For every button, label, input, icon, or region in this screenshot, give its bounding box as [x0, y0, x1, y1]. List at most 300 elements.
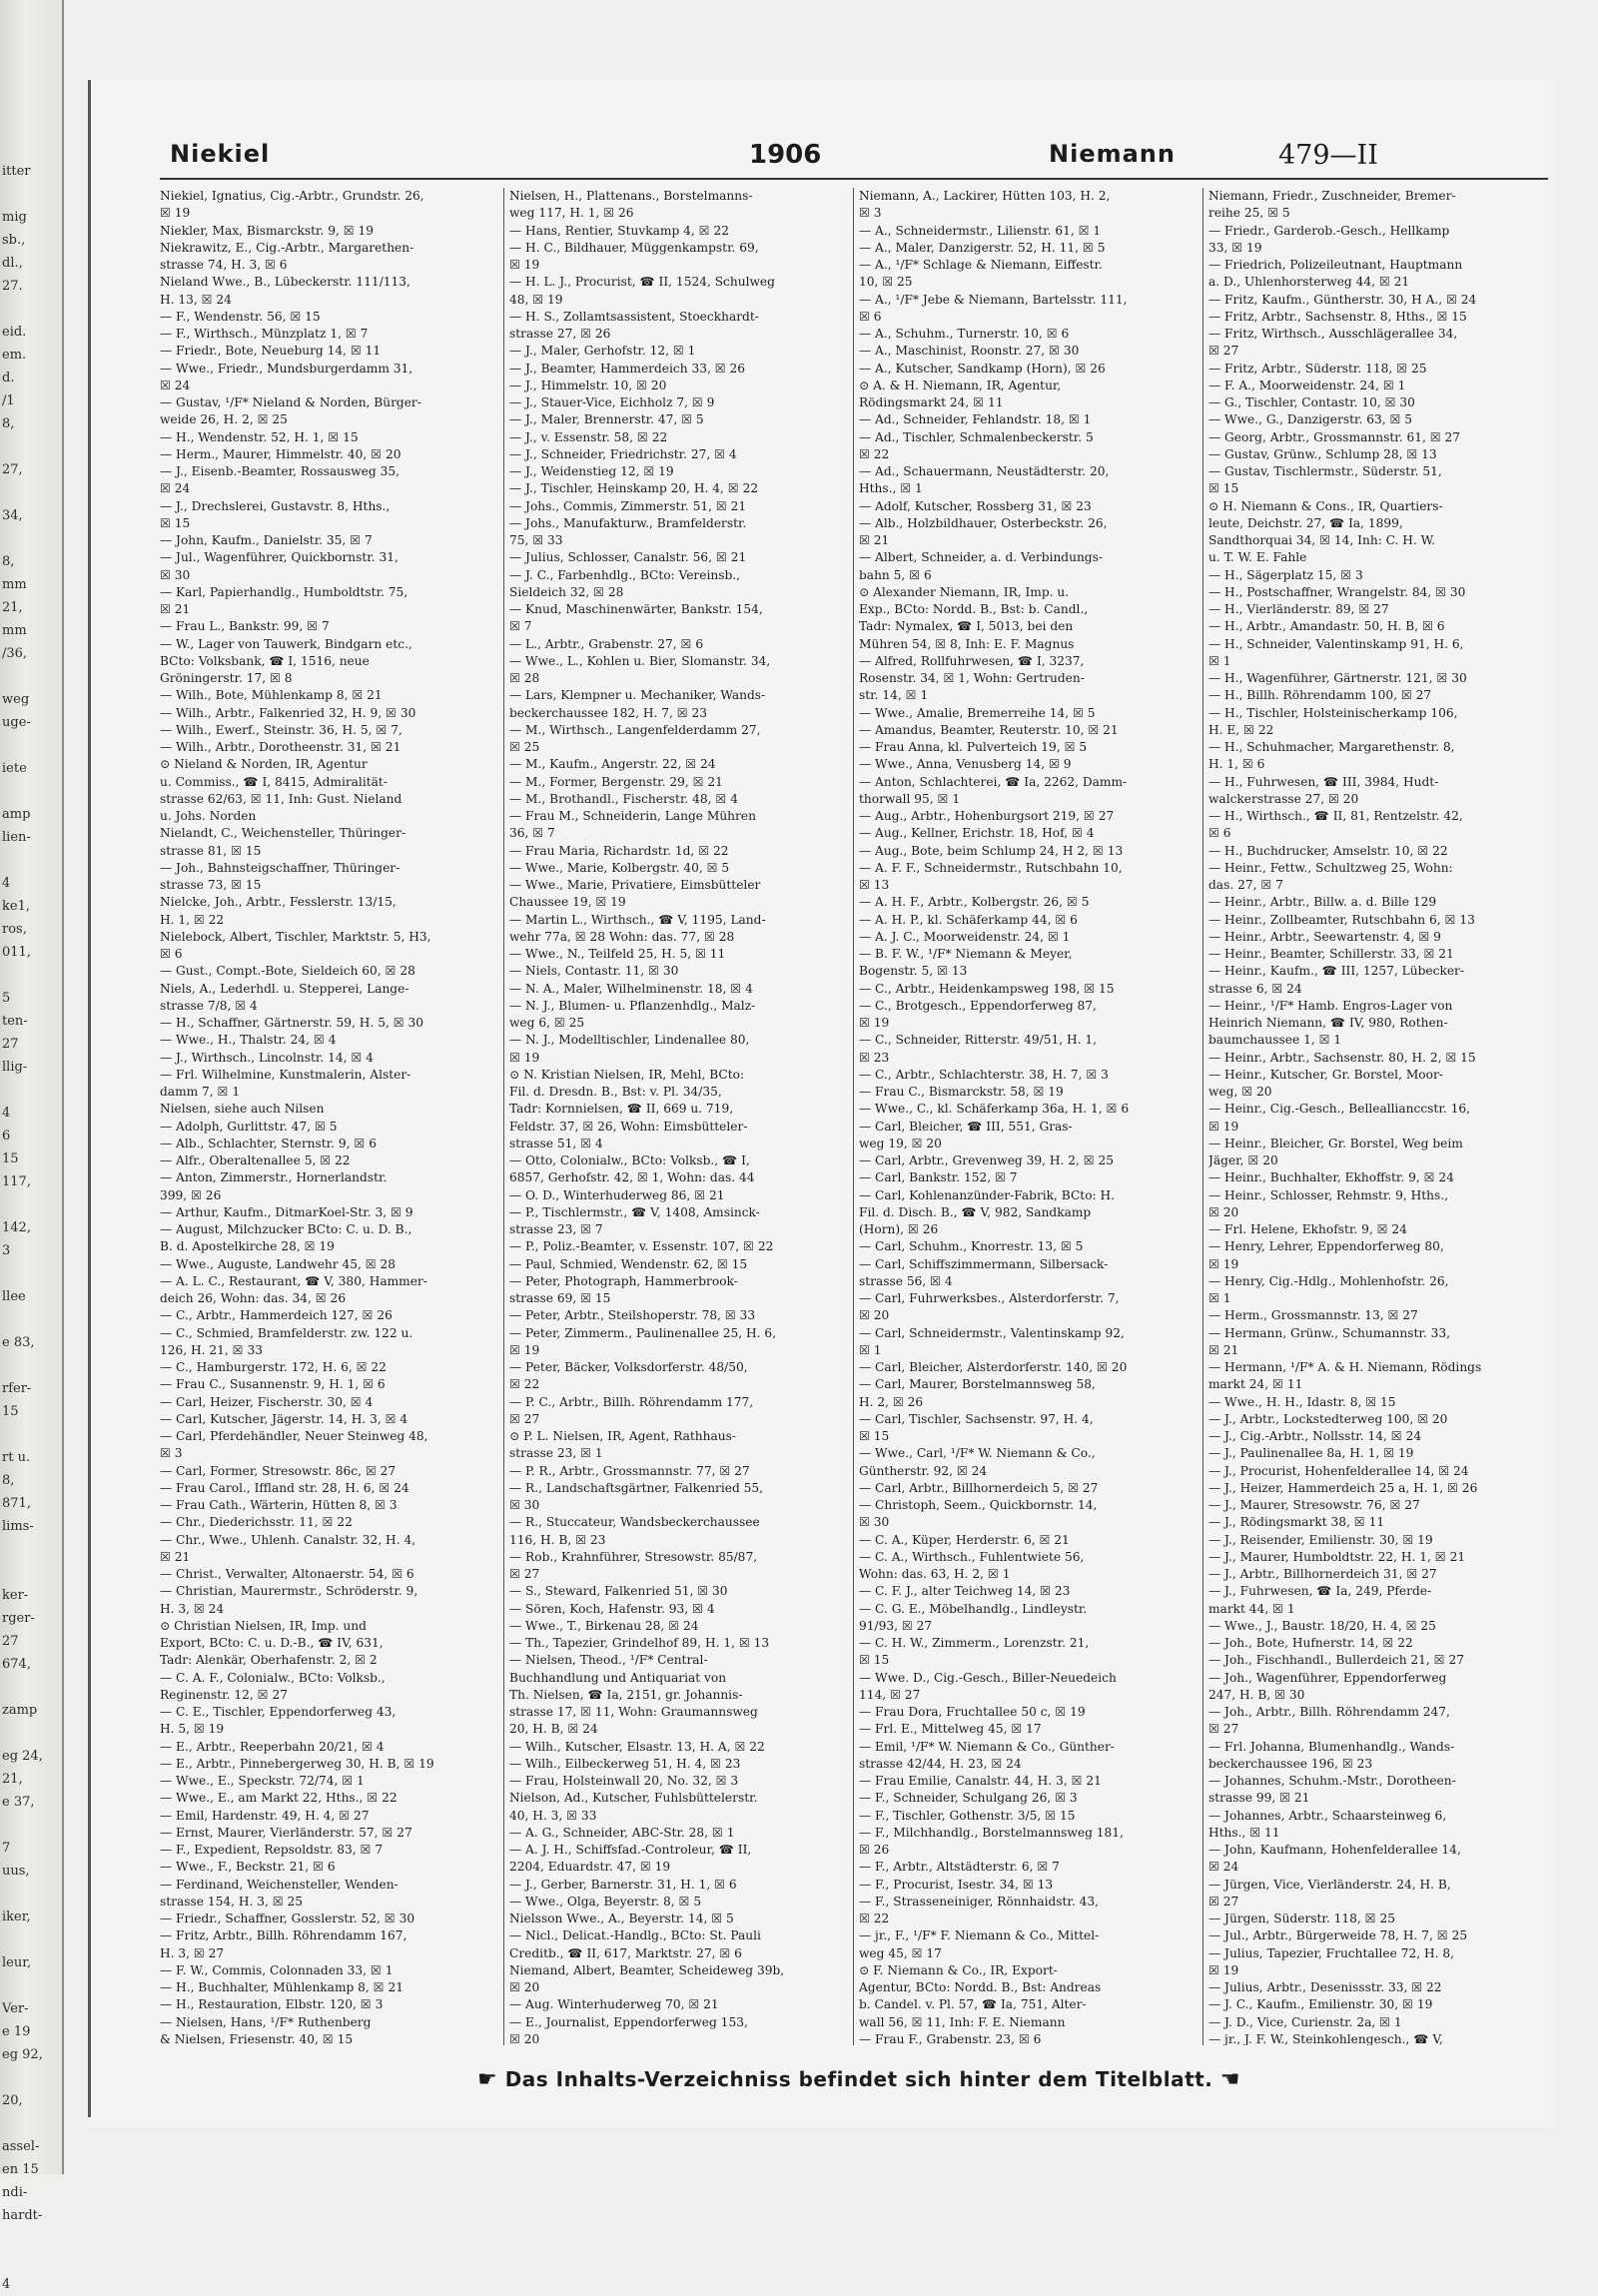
directory-entry-line: — H., Schneider, Valentinskamp 91, H. 6,	[1208, 636, 1464, 651]
directory-entry-line: — H., Schaffner, Gärtnerstr. 59, H. 5, ☒ 30	[160, 1016, 423, 1030]
directory-entry-line: — H., Wagenführer, Gärtnerstr. 121, ☒ 30	[1208, 671, 1467, 685]
previous-page-fragment: lien-	[2, 830, 31, 845]
directory-entry-line: — Gustav, Tischlermstr., Süderstr. 51,	[1208, 464, 1442, 478]
directory-entry-line: 114, ☒ 27	[859, 1687, 921, 1702]
directory-entry-line: — Chr., Wwe., Uhlenh. Canalstr. 32, H. 4,	[160, 1532, 416, 1547]
previous-page-fragment: llig-	[2, 1060, 28, 1075]
directory-entry-line: — H., Buchhalter, Mühlenkamp 8, ☒ 21	[160, 1980, 403, 1994]
directory-entry-line: — Carl, Kohlenanzünder-Fabrik, BCto: H.	[859, 1187, 1116, 1202]
directory-entry-line: 399, ☒ 26	[160, 1187, 222, 1202]
directory-entry-line: — Carl, Bleicher, Alsterdorferstr. 140, ☒ 20	[859, 1360, 1128, 1374]
directory-entry-line: — Carl, Heizer, Fischerstr. 30, ☒ 4	[160, 1394, 374, 1409]
directory-entry-line: — A. J. C., Moorweidenstr. 24, ☒ 1	[859, 929, 1071, 944]
previous-page-fragment: 5	[2, 991, 11, 1006]
directory-entry-line: — Heinr., Arbtr., Seewartenstr. 4, ☒ 9	[1208, 929, 1441, 944]
directory-entry-line: u. T. W. E. Fahle	[1208, 550, 1307, 565]
directory-entry-line: — Carl, Pferdehändler, Neuer Steinweg 48,	[160, 1429, 428, 1443]
directory-entry-line: ☒ 19	[1208, 1119, 1239, 1134]
directory-entry-line: — Wilh., Arbtr., Dorotheenstr. 31, ☒ 21	[160, 740, 401, 754]
previous-page-fragment	[2, 964, 58, 987]
directory-entry-line: — J., Schneider, Friedrichstr. 27, ☒ 4	[509, 446, 737, 461]
directory-entry-line: — Wwe., H. H., Idastr. 8, ☒ 15	[1208, 1394, 1396, 1409]
directory-entry-line: Fil. d. Dresdn. B., Bst: v. Pl. 34/35,	[509, 1085, 722, 1099]
directory-entry-line: ☒ 15	[160, 515, 191, 530]
directory-entry-line: 40, H. 3, ☒ 33	[509, 1808, 597, 1823]
directory-entry-line: — Georg, Arbtr., Grossmannstr. 61, ☒ 27	[1208, 429, 1461, 444]
directory-entry-line: — Hermann, Grünw., Schumannstr. 33,	[1208, 1325, 1451, 1340]
directory-entry-line: — Aug., Bote, beim Schlump 24, H 2, ☒ 13	[859, 843, 1124, 858]
directory-entry-line: — J., Tischler, Heinskamp 20, H. 4, ☒ 22	[509, 481, 759, 496]
previous-page-fragment: uge-	[2, 715, 31, 730]
header-year: 1906	[749, 140, 822, 170]
directory-entry-line: Exp., BCto: Nordd. B., Bst: b. Candl.,	[859, 602, 1089, 616]
directory-entry-line: — Wwe., Friedr., Mundsburgerdamm 31,	[160, 361, 413, 376]
directory-entry-line: — Christ., Verwalter, Altonaerstr. 54, ☒ 6	[160, 1567, 414, 1581]
previous-page-fragment: 21,	[2, 600, 23, 615]
directory-entry-line: strasse 6, ☒ 24	[1208, 981, 1302, 996]
directory-entry-line: — Wilh., Arbtr., Falkenried 32, H. 9, ☒ 30	[160, 705, 416, 720]
directory-entry-line: ☒ 30	[160, 567, 191, 582]
previous-page-fragment: /1	[2, 393, 15, 408]
directory-entry-line: ☒ 22	[859, 1912, 890, 1925]
directory-entry-line: Buchhandlung und Antiquariat von	[509, 1670, 727, 1685]
previous-page-fragment: 8,	[2, 1473, 15, 1488]
directory-entry-line: — Heinr., Beamter, Schillerstr. 33, ☒ 21	[1208, 947, 1454, 961]
directory-entry-line: — P. C., Arbtr., Billh. Röhrendamm 177,	[509, 1394, 754, 1409]
directory-entry-line: — F., Tischler, Gothenstr. 3/5, ☒ 15	[859, 1808, 1076, 1823]
directory-entry-line: strasse 73, ☒ 15	[160, 878, 262, 892]
directory-entry-line: — Carl, Fuhrwerksbes., Alsterdorferstr. 7,	[859, 1291, 1120, 1305]
previous-page-fragment: Ver-	[2, 2001, 29, 2016]
previous-page-fragment: 20,	[2, 2093, 23, 2108]
column-3	[859, 188, 1197, 2045]
directory-entry-line: — Aug., Kellner, Erichstr. 18, Hof, ☒ 4	[859, 826, 1095, 841]
directory-entry-line: — A., Kutscher, Sandkamp (Horn), ☒ 26	[859, 361, 1106, 376]
directory-entry-line: — Wwe., F., Beckstr. 21, ☒ 6	[160, 1860, 336, 1875]
directory-entry-line: H. 3, ☒ 24	[160, 1601, 225, 1616]
directory-entry-line: Rödingsmarkt 24, ☒ 11	[859, 395, 1004, 409]
directory-entry-line: — Rob., Krahnführer, Stresowstr. 85/87,	[509, 1549, 758, 1564]
directory-entry-line: — Henry, Lehrer, Eppendorferweg 80,	[1208, 1239, 1444, 1254]
column-2	[509, 188, 847, 2045]
directory-entry-line: — Heinr., Arbtr., Sachsenstr. 80, H. 2, ☒ 15	[1208, 1050, 1476, 1065]
directory-entry-line: ☒ 24	[1208, 1860, 1239, 1875]
directory-entry-line: 20, H. B, ☒ 24	[509, 1722, 598, 1737]
directory-entry-line: 116, H. B, ☒ 23	[509, 1532, 606, 1547]
directory-entry-line: ☒ 27	[1208, 344, 1239, 359]
directory-entry-line: — Paul, Schmied, Wendenstr. 62, ☒ 15	[509, 1256, 748, 1271]
directory-entry-line: Niemann, Friedr., Zuschneider, Bremer-	[1208, 189, 1456, 203]
column-1	[160, 188, 497, 2045]
directory-entry-line: str. 14, ☒ 1	[859, 688, 929, 703]
directory-entry-line: — F., Strasseneiniger, Rönnhaidstr. 43,	[859, 1894, 1100, 1909]
directory-entry-line: — J., Maler, Gerhofstr. 12, ☒ 1	[509, 344, 696, 359]
previous-page-fragment: eg 92,	[2, 2047, 43, 2062]
directory-entry-line: — jr., F., ¹/F* F. Niemann & Co., Mittel-	[859, 1928, 1100, 1943]
previous-page-fragment: 34,	[2, 508, 23, 523]
directory-entry-line: Hths., ☒ 1	[859, 481, 923, 496]
directory-entry-line: Niekler, Max, Bismarckstr. 9, ☒ 19	[160, 223, 375, 238]
directory-entry-line: — John, Kaufm., Danielstr. 35, ☒ 7	[160, 533, 373, 547]
footer-notice	[419, 2067, 1298, 2092]
directory-entry-line: weg 117, H. 1, ☒ 26	[509, 206, 634, 221]
directory-entry-line: ☒ 24	[160, 378, 191, 392]
previous-page-fragment: mm	[2, 577, 27, 592]
previous-page-fragment	[2, 298, 58, 321]
directory-entry-line: — F., Milchhandlg., Borstelmannsweg 181,	[859, 1825, 1124, 1840]
previous-page-fragment: eid.	[2, 325, 27, 340]
directory-entry-line: — W., Lager von Tauwerk, Bindgarn etc.,	[160, 636, 412, 651]
previous-page-fragment: weg	[2, 692, 30, 707]
directory-entry-line: — Heinr., Zollbeamter, Rutschbahn 6, ☒ 13	[1208, 912, 1475, 927]
directory-entry-line: — Wwe., Anna, Venusberg 14, ☒ 9	[859, 757, 1072, 772]
directory-entry-line: — C., Arbtr., Hammerdeich 127, ☒ 26	[160, 1308, 393, 1323]
directory-entry-line: ☒ 27	[1208, 1722, 1239, 1737]
directory-entry-line: reihe 25, ☒ 5	[1208, 206, 1290, 221]
directory-entry-line: — C. E., Tischler, Eppendorferweg 43,	[160, 1705, 397, 1719]
directory-entry-line: — C., Arbtr., Schlachterstr. 38, H. 7, ☒ 3	[859, 1067, 1109, 1082]
previous-page-fragment: 7	[2, 1841, 11, 1856]
previous-page-fragment: llee	[2, 1289, 26, 1304]
directory-entry-line: — Frl. Johanna, Blumenhandlg., Wands-	[1208, 1739, 1455, 1754]
previous-page-fragment: ros,	[2, 922, 27, 937]
directory-entry-line: — Heinr., Fettw., Schultzweg 25, Wohn:	[1208, 860, 1453, 875]
directory-entry-line: — C. H. W., Zimmerm., Lorenzstr. 21,	[859, 1636, 1090, 1650]
directory-entry-line: — Anton, Schlachterei, ☎ Ia, 2262, Damm-	[859, 774, 1128, 789]
column-divider	[1202, 188, 1203, 2045]
directory-entry-line: — Frl. E., Mittelweg 45, ☒ 17	[859, 1722, 1042, 1737]
previous-page-fragment: mm	[2, 623, 27, 638]
directory-entry-line: — O. D., Winterhuderweg 86, ☒ 21	[509, 1187, 725, 1202]
directory-entry-line: — Heinr., ¹/F* Hamb. Engros-Lager von	[1208, 998, 1453, 1013]
directory-entry-line: — Lars, Klempner u. Mechaniker, Wands-	[509, 688, 766, 703]
directory-entry-line: ☒ 6	[1208, 826, 1231, 841]
directory-entry-line: — Frau Dora, Fruchtallee 50 c, ☒ 19	[859, 1705, 1086, 1719]
directory-entry-line: ☒ 15	[859, 1653, 890, 1668]
directory-entry-line: u. Johs. Norden	[160, 809, 257, 823]
directory-entry-line: — A. H. P., kl. Schäferkamp 44, ☒ 6	[859, 912, 1078, 927]
directory-entry-line: — Johannes, Schuhm.-Mstr., Dorotheen-	[1208, 1774, 1456, 1788]
previous-page-fragment: assel-	[2, 2139, 40, 2154]
directory-entry-line: — Alb., Schlachter, Sternstr. 9, ☒ 6	[160, 1136, 377, 1150]
directory-entry-line: 10, ☒ 25	[859, 275, 913, 290]
directory-entry-line: — P. R., Arbtr., Grossmannstr. 77, ☒ 27	[509, 1463, 750, 1478]
directory-entry-line: — Nicl., Delicat.-Handlg., BCto: St. Pauli	[509, 1928, 761, 1943]
directory-entry-line: — F. A., Moorweidenstr. 24, ☒ 1	[1208, 378, 1406, 392]
directory-entry-line: baumchaussee 1, ☒ 1	[1208, 1033, 1342, 1048]
directory-entry-line: strasse 23, ☒ 1	[509, 1446, 603, 1461]
directory-entry-line: — Wwe., G., Danzigerstr. 63, ☒ 5	[1208, 412, 1413, 427]
directory-entry-line: ☒ 1	[1208, 653, 1231, 668]
directory-entry-line: — J., Drechslerei, Gustavstr. 8, Hths.,	[160, 498, 391, 513]
directory-entry-line: strasse 7/8, ☒ 4	[160, 998, 258, 1013]
previous-page-fragment	[2, 1538, 58, 1561]
directory-entry-line: H. 5, ☒ 19	[160, 1722, 225, 1737]
directory-entry-line: Tadr: Alenkär, Oberhafenstr. 2, ☒ 2	[160, 1653, 378, 1668]
directory-entry-line: — A., ¹/F* Jebe & Niemann, Bartelsstr. 111,	[859, 292, 1128, 307]
directory-entry-line: ☒ 1	[1208, 1291, 1231, 1305]
directory-entry-line: — Ad., Schneider, Fehlandstr. 18, ☒ 1	[859, 412, 1092, 427]
directory-entry-line: — Aug. Winterhuderweg 70, ☒ 21	[509, 1997, 719, 2012]
directory-entry-line: — Peter, Bäcker, Volksdorferstr. 48/50,	[509, 1360, 748, 1374]
directory-entry-line: — Carl, Former, Stresowstr. 86c, ☒ 27	[160, 1463, 397, 1478]
directory-entry-line: — Nielsen, Theod., ¹/F* Central-	[509, 1653, 708, 1668]
directory-entry-line: — Joh., Fischhandl., Bullerdeich 21, ☒ 27	[1208, 1653, 1464, 1668]
directory-entry-line: Tadr: Kornnielsen, ☎ II, 669 u. 719,	[509, 1102, 734, 1117]
previous-page-fragment: eg 24,	[2, 1749, 43, 1764]
directory-entry-line: ⊙ Alexander Niemann, IR, Imp. u.	[859, 584, 1070, 599]
directory-entry-line: — Carl, Schiffszimmermann, Silbersack-	[859, 1256, 1109, 1271]
directory-entry-line: — Carl, Maurer, Borstelmannsweg 58,	[859, 1377, 1096, 1392]
previous-page-fragment: en 15	[2, 2162, 39, 2177]
previous-page-fragment: amp	[2, 807, 31, 822]
directory-entry-line: — Frau F., Grabenstr. 23, ☒ 6	[859, 2031, 1042, 2045]
directory-entry-line: — Johs., Manufakturw., Bramfelderstr.	[509, 515, 747, 530]
directory-entry-line: — Niels, Contastr. 11, ☒ 30	[509, 964, 679, 979]
directory-entry-line: — N. J., Modelltischler, Lindenallee 80,	[509, 1033, 750, 1048]
directory-entry-line: Wohn: das. 63, H. 2, ☒ 1	[859, 1567, 1011, 1581]
directory-entry-line: Gröningerstr. 17, ☒ 8	[160, 671, 293, 685]
directory-entry-line: — Knud, Maschinenwärter, Bankstr. 154,	[509, 602, 763, 616]
directory-entry-line: — F., Schneider, Schulgang 26, ☒ 3	[859, 1791, 1078, 1806]
directory-entry-line: — Wwe., C., kl. Schäferkamp 36a, H. 1, ☒ 6	[859, 1102, 1130, 1117]
directory-entry-line: Nielsen, H., Plattenans., Borstelmanns-	[509, 189, 753, 203]
directory-entry-line: — Wwe. D., Cig.-Gesch., Biller-Neuedeich	[859, 1670, 1117, 1685]
pointing-hand-right-icon: ☚	[1219, 2067, 1240, 2092]
directory-entry-line: — C. G. E., Möbelhandlg., Lindleystr.	[859, 1601, 1088, 1616]
directory-entry-line: bahn 5, ☒ 6	[859, 567, 932, 582]
previous-page-fragment	[2, 435, 58, 458]
previous-page-fragment: lims-	[2, 1519, 34, 1534]
directory-entry-line: strasse 17, ☒ 11, Wohn: Graumannsweg	[509, 1705, 758, 1719]
directory-entry-line: ☒ 23	[859, 1050, 890, 1065]
directory-entry-line: — Wwe., E., am Markt 22, Hths., ☒ 22	[160, 1791, 398, 1806]
directory-entry-line: 6857, Gerhofstr. 42, ☒ 1, Wohn: das. 44	[509, 1170, 755, 1185]
directory-entry-line: strasse 69, ☒ 15	[509, 1291, 611, 1305]
directory-entry-line: strasse 51, ☒ 4	[509, 1136, 603, 1150]
directory-entry-line: Nielcke, Joh., Arbtr., Fesslerstr. 13/15,	[160, 895, 397, 910]
directory-entry-line: ☒ 13	[859, 878, 890, 892]
previous-page-fragment: 4	[2, 876, 11, 891]
directory-entry-line: — Albert, Schneider, a. d. Verbindungs-	[859, 550, 1103, 565]
directory-entry-line: walckerstrasse 27, ☒ 20	[1208, 791, 1359, 806]
directory-entry-line: — Emil, Hardenstr. 49, H. 4, ☒ 27	[160, 1808, 370, 1823]
directory-entry-line: — Fritz, Arbtr., Sachsenstr. 8, Hths., ☒ 15	[1208, 309, 1467, 324]
directory-entry-line: Nielsen, siehe auch Nilsen	[160, 1102, 325, 1117]
directory-entry-line: — Fritz, Arbtr., Billh. Röhrendamm 167,	[160, 1928, 407, 1943]
previous-page-fragment: 15	[2, 1404, 19, 1419]
directory-entry-line: — Nielsen, Hans, ¹/F* Ruthenberg	[160, 2014, 372, 2029]
directory-entry-line: — H. L. J., Procurist, ☎ II, 1524, Schulweg	[509, 275, 775, 290]
directory-entry-line: — Alfred, Rollfuhrwesen, ☎ I, 3237,	[859, 653, 1085, 668]
directory-entry-line: — Jul., Arbtr., Bürgerweide 78, H. 7, ☒ 25	[1208, 1928, 1468, 1943]
previous-page-fragment	[2, 1193, 58, 1216]
directory-entry-line: — Wwe., T., Birkenau 28, ☒ 24	[509, 1618, 699, 1633]
directory-entry-line: — E., Arbtr., Reeperbahn 20/21, ☒ 4	[160, 1739, 385, 1754]
directory-entry-line: Nielebock, Albert, Tischler, Marktstr. 5, H3,	[160, 929, 431, 944]
directory-entry-line: 2204, Eduardstr. 47, ☒ 19	[509, 1860, 671, 1875]
previous-page-fragment: hardt-	[2, 2208, 43, 2223]
directory-entry-line: strasse 99, ☒ 21	[1208, 1791, 1310, 1806]
directory-entry-line: — G., Tischler, Contastr. 10, ☒ 30	[1208, 395, 1415, 409]
directory-entry-line: — Gustav, Grünw., Schlump 28, ☒ 13	[1208, 446, 1437, 461]
directory-entry-line: — Wilh., Kutscher, Elsastr. 13, H. A, ☒ 22	[509, 1739, 765, 1754]
directory-entry-line: — Julius, Tapezier, Fruchtallee 72, H. 8,	[1208, 1945, 1454, 1960]
directory-entry-line: ☒ 19	[509, 1342, 540, 1357]
directory-entry-line: — Carl, Bankstr. 152, ☒ 7	[859, 1170, 1018, 1185]
directory-entry-line: — Joh., Arbtr., Billh. Röhrendamm 247,	[1208, 1705, 1450, 1719]
directory-entry-line: — Wilh., Bote, Mühlenkamp 8, ☒ 21	[160, 688, 383, 703]
directory-entry-line: — R., Stuccateur, Wandsbeckerchaussee	[509, 1515, 760, 1530]
directory-entry-line: — J., Rödingsmarkt 38, ☒ 11	[1208, 1515, 1385, 1530]
previous-page-fragment: uus,	[2, 1864, 30, 1879]
directory-entry-line: — Frau Carol., Iffland str. 28, H. 6, ☒ 24	[160, 1480, 409, 1495]
directory-entry-line: weg 6, ☒ 25	[509, 1016, 585, 1030]
previous-page-fragment: leur,	[2, 1955, 32, 1970]
directory-entry-line: — J., Heizer, Hammerdeich 25 a, H. 1, ☒ 26	[1208, 1480, 1478, 1495]
directory-entry-line: ☒ 19	[859, 1016, 890, 1030]
directory-entry-line: — Chr., Diederichsstr. 11, ☒ 22	[160, 1515, 353, 1530]
directory-entry-line: — F., Procurist, Isestr. 34, ☒ 13	[859, 1877, 1054, 1892]
directory-entry-line: strasse 74, H. 3, ☒ 6	[160, 258, 288, 272]
directory-entry-line: ⊙ Nieland & Norden, IR, Agentur	[160, 757, 368, 772]
directory-entry-line: — F., Wirthsch., Münzplatz 1, ☒ 7	[160, 327, 369, 341]
directory-entry-line: — Ferdinand, Weichensteller, Wenden-	[160, 1877, 399, 1892]
column-divider	[503, 188, 504, 2045]
directory-entry-line: — Frl. Helene, Ekhofstr. 9, ☒ 24	[1208, 1222, 1407, 1236]
column-4	[1208, 188, 1546, 2045]
directory-entry-line: — A. G., Schneider, ABC-Str. 28, ☒ 1	[509, 1825, 735, 1840]
previous-page-fragment	[2, 780, 58, 803]
previous-page-fragment: dl.,	[2, 256, 23, 271]
directory-entry-line: — Amandus, Beamter, Reuterstr. 10, ☒ 21	[859, 722, 1119, 737]
directory-entry-line: — A., Maler, Danzigerstr. 52, H. 11, ☒ 5	[859, 240, 1106, 255]
previous-page-fragment	[2, 1928, 58, 1951]
previous-page-edge	[0, 0, 64, 2292]
directory-entry-line: — Wwe., Amalie, Bremerreihe 14, ☒ 5	[859, 705, 1096, 720]
directory-entry-line: — Hans, Rentier, Stuvkamp 4, ☒ 22	[509, 223, 729, 238]
page-header	[170, 140, 1548, 180]
directory-entry-line: — Karl, Papierhandlg., Humboldtstr. 75,	[160, 584, 408, 599]
directory-entry-line: Th. Nielsen, ☎ Ia, 2151, gr. Johannis-	[509, 1687, 743, 1702]
previous-page-fragment: ten-	[2, 1014, 28, 1029]
previous-page-fragment: 871,	[2, 1496, 31, 1511]
directory-entry-line: — C. A., Wirthsch., Fuhlentwiete 56,	[859, 1549, 1085, 1564]
directory-entry-line: ☒ 19	[1208, 1962, 1239, 1977]
previous-page-fragment: iete	[2, 761, 27, 776]
previous-page-fragment: /36,	[2, 646, 28, 661]
directory-entry-line: — Wwe., L., Kohlen u. Bier, Slomanstr. 34,	[509, 653, 771, 668]
directory-entry-line: — Heinr., Buchhalter, Ekhoffstr. 9, ☒ 24	[1208, 1170, 1454, 1185]
previous-page-fragment	[2, 183, 58, 206]
directory-entry-line: strasse 56, ☒ 4	[859, 1273, 953, 1288]
directory-entry-line: weg 45, ☒ 17	[859, 1945, 942, 1960]
directory-entry-line: — Hermann, ¹/F* A. & H. Niemann, Rödings	[1208, 1360, 1482, 1374]
previous-page-fragment: 27,	[2, 462, 23, 477]
directory-entry-line: — R., Landschaftsgärtner, Falkenried 55,	[509, 1480, 764, 1495]
footer-text: Das Inhalts-Verzeichniss befindet sich hinter dem Titelblatt.	[504, 2067, 1213, 2091]
directory-entry-line: ☒ 25	[509, 740, 540, 754]
directory-entry-line: — A. F. F., Schneidermstr., Rutschbahn 10,	[859, 860, 1123, 875]
previous-page-fragment: 011,	[2, 945, 31, 960]
previous-page-fragment: itter	[2, 164, 31, 179]
directory-entry-line: H. 1, ☒ 6	[1208, 757, 1265, 772]
directory-entry-line: Sandthorquai 34, ☒ 14, Inh: C. H. W.	[1208, 533, 1435, 547]
directory-entry-line: H. 2, ☒ 26	[859, 1394, 924, 1409]
directory-entry-line: thorwall 95, ☒ 1	[859, 791, 961, 806]
directory-entry-line: Fil. d. Disch. B., ☎ V, 982, Sandkamp	[859, 1204, 1092, 1219]
previous-page-fragment: zamp	[2, 1703, 38, 1718]
previous-page-fragment	[2, 2250, 58, 2273]
directory-entry-line: — Gustav, ¹/F* Nieland & Norden, Bürger-	[160, 395, 421, 409]
directory-entry-line: ☒ 20	[509, 2031, 540, 2045]
directory-entry-line: — Christian, Maurermstr., Schröderstr. 9,	[160, 1584, 418, 1599]
directory-entry-line: Nielson, Ad., Kutscher, Fuhlsbüttelerstr.	[509, 1791, 758, 1806]
directory-entry-line: — Gust., Compt.-Bote, Sieldeich 60, ☒ 28	[160, 964, 415, 979]
previous-page-fragment	[2, 734, 58, 757]
directory-entry-line: ⊙ Christian Nielsen, IR, Imp. und	[160, 1618, 367, 1633]
directory-entry-line: — B. F. W., ¹/F* Niemann & Meyer,	[859, 947, 1073, 961]
directory-entry-line: — Frau C., Bismarckstr. 58, ☒ 19	[859, 1085, 1064, 1099]
directory-entry-line: ☒ 6	[859, 309, 882, 324]
previous-page-fragment	[2, 527, 58, 550]
directory-entry-line: — Frau Emilie, Canalstr. 44, H. 3, ☒ 21	[859, 1774, 1102, 1788]
previous-page-fragment: 117,	[2, 1174, 31, 1189]
previous-page-fragment	[2, 1354, 58, 1377]
directory-entry-line: Niels, A., Lederhdl. u. Stepperei, Lange-	[160, 981, 409, 996]
directory-entry-line: — H., Schuhmacher, Margarethenstr. 8,	[1208, 740, 1455, 754]
directory-entry-line: ☒ 3	[859, 206, 882, 221]
previous-page-fragment: 674,	[2, 1657, 31, 1672]
previous-page-fragment	[2, 1883, 58, 1906]
directory-entry-line: — C., Arbtr., Heidenkampsweg 198, ☒ 15	[859, 981, 1115, 996]
directory-entry-line: — Wilh., Ewerf., Steinstr. 36, H. 5, ☒ 7,	[160, 722, 402, 737]
directory-entry-line: wall 56, ☒ 11, Inh: F. E. Niemann	[859, 2014, 1066, 2029]
directory-entry-line: — J. C., Farbenhdlg., BCto: Vereinsb.,	[509, 567, 741, 582]
directory-entry-line: — J., Fuhrwesen, ☎ Ia, 249, Pferde-	[1208, 1584, 1432, 1599]
directory-entry-line: ☒ 22	[859, 446, 890, 461]
directory-entry-line: ☒ 21	[1208, 1342, 1239, 1357]
directory-entry-line: — L., Arbtr., Grabenstr. 27, ☒ 6	[509, 636, 704, 651]
directory-entry-line: ☒ 15	[1208, 481, 1239, 496]
directory-entry-line: — Heinr., Kutscher, Gr. Borstel, Moor-	[1208, 1067, 1443, 1082]
directory-entry-line: Niekiel, Ignatius, Cig.-Arbtr., Grundstr. 26,	[160, 189, 424, 203]
previous-page-fragment: 15	[2, 1151, 19, 1166]
previous-page-fragment: rger-	[2, 1611, 35, 1626]
directory-entry-line: — H., Vierländerstr. 89, ☒ 27	[1208, 602, 1389, 616]
directory-entry-line: — J., Himmelstr. 10, ☒ 20	[509, 378, 667, 392]
directory-entry-line: wehr 77a, ☒ 28 Wohn: das. 77, ☒ 28	[509, 929, 735, 944]
directory-entry-line: Sieldeich 32, ☒ 28	[509, 584, 624, 599]
directory-entry-line: — E., Arbtr., Pinnebergerweg 30, H. B, ☒ 19	[160, 1756, 434, 1771]
directory-entry-line: Niemand, Albert, Beamter, Scheideweg 39b,	[509, 1962, 785, 1977]
directory-entry-line: — Ad., Schauermann, Neustädterstr. 20,	[859, 464, 1110, 478]
previous-page-fragment: e 83,	[2, 1335, 35, 1350]
directory-entry-line: ☒ 19	[509, 258, 540, 272]
directory-entry-line: ☒ 26	[859, 1843, 890, 1857]
directory-entry-line: — Joh., Wagenführer, Eppendorferweg	[1208, 1670, 1447, 1685]
directory-entry-line: — N. J., Blumen- u. Pflanzenhdlg., Malz-	[509, 998, 756, 1013]
directory-entry-line: — J., Maurer, Humboldtstr. 22, H. 1, ☒ 21	[1208, 1549, 1466, 1564]
directory-entry-line: 48, ☒ 19	[509, 292, 563, 307]
directory-entry-line: markt 44, ☒ 1	[1208, 1601, 1295, 1616]
directory-entry-line: Mühren 54, ☒ 8, Inh: E. F. Magnus	[859, 636, 1075, 651]
directory-entry-line: ⊙ N. Kristian Nielsen, IR, Mehl, BCto:	[509, 1067, 745, 1082]
directory-entry-line: — A. H. F., Arbtr., Kolbergstr. 26, ☒ 5	[859, 895, 1090, 910]
directory-entry-line: — H., Tischler, Holsteinischerkamp 106,	[1208, 705, 1458, 720]
directory-entry-line: H. 1, ☒ 22	[160, 912, 225, 927]
directory-entry-line: — Herm., Maurer, Himmelstr. 40, ☒ 20	[160, 446, 401, 461]
